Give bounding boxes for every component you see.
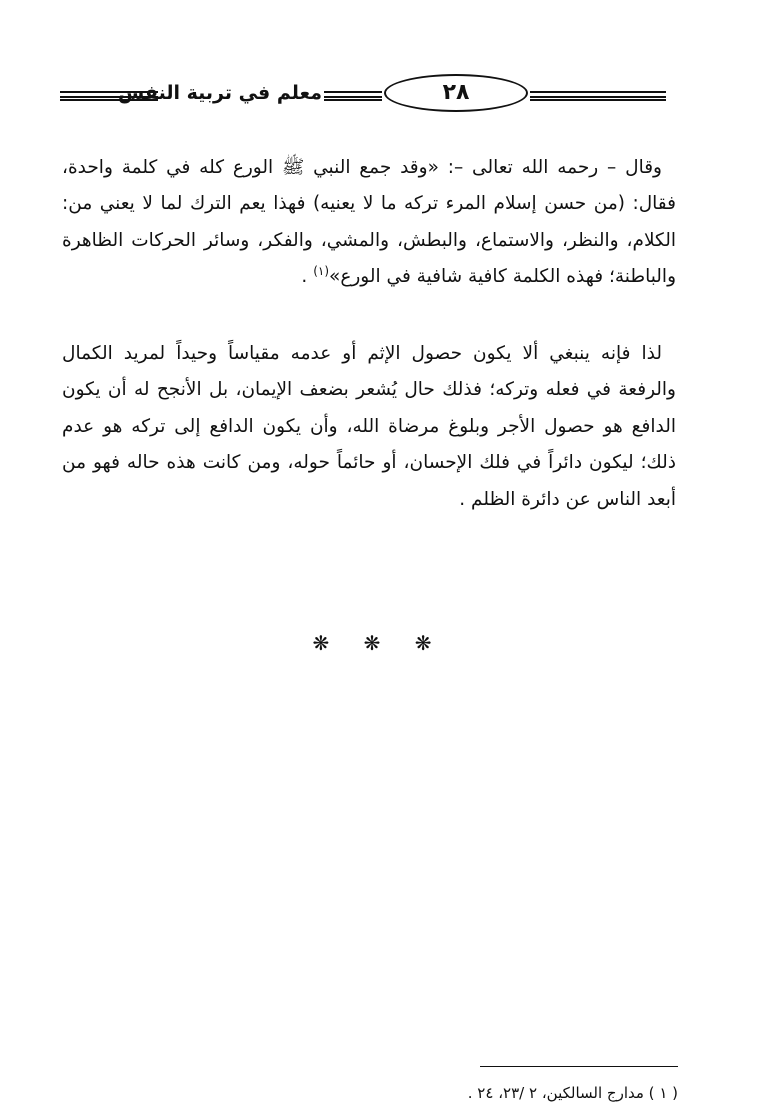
header-rule-right (530, 91, 666, 101)
footnote-rule (480, 1066, 678, 1067)
footnote-reference: (١) (313, 264, 330, 279)
paragraph-tail: . (301, 266, 314, 288)
footnote: ( ١ ) مدارج السالكين، ٢ /٢٣، ٢٤ . (467, 1084, 678, 1102)
section-separator: ❋ ❋ ❋ (312, 631, 446, 655)
page-number: ٢٨ (384, 74, 528, 112)
paragraph-text: لذا فإنه ينبغي ألا يكون حصول الإثم أو عدمه مقياساً وحيداً لمريد الكمال والرفعة في فعله وتركه؛ فذلك حال يُشعر بضعف الإيمان، بل الأنجح له أن يكون الدافع هو حصول الأجر وبلوغ مرضاة الله، وأن يكون الدافع إلى تركه هو عدم ذلك؛ ليكون دائراً في فلك الإحسان، أو حائماً حوله، ومن كانت هذه حاله فهو من أبعد الناس عن دائرة الظلم . (62, 343, 676, 510)
running-title: معلم في تربية النفس (118, 82, 322, 104)
paragraph-quote (62, 150, 676, 296)
paragraph-conclusion (62, 336, 676, 518)
header-rule-middle (324, 91, 382, 101)
paragraph-text: وقال – رحمه الله تعالى –: «وقد جمع النبي ﷺ الورع كله في كلمة واحدة، فقال: (من حسن إسلام المرء تركه ما لا يعنيه) فهذا يعم الترك لما لا يعني من: الكلام، والنظر، والاستماع، والبطش، والمشي، والفكر، وسائر الحركات الظاهرة والباطنة؛ فهذه الكلمة كافية شافية في الورع» (62, 157, 676, 288)
running-header (60, 70, 666, 116)
